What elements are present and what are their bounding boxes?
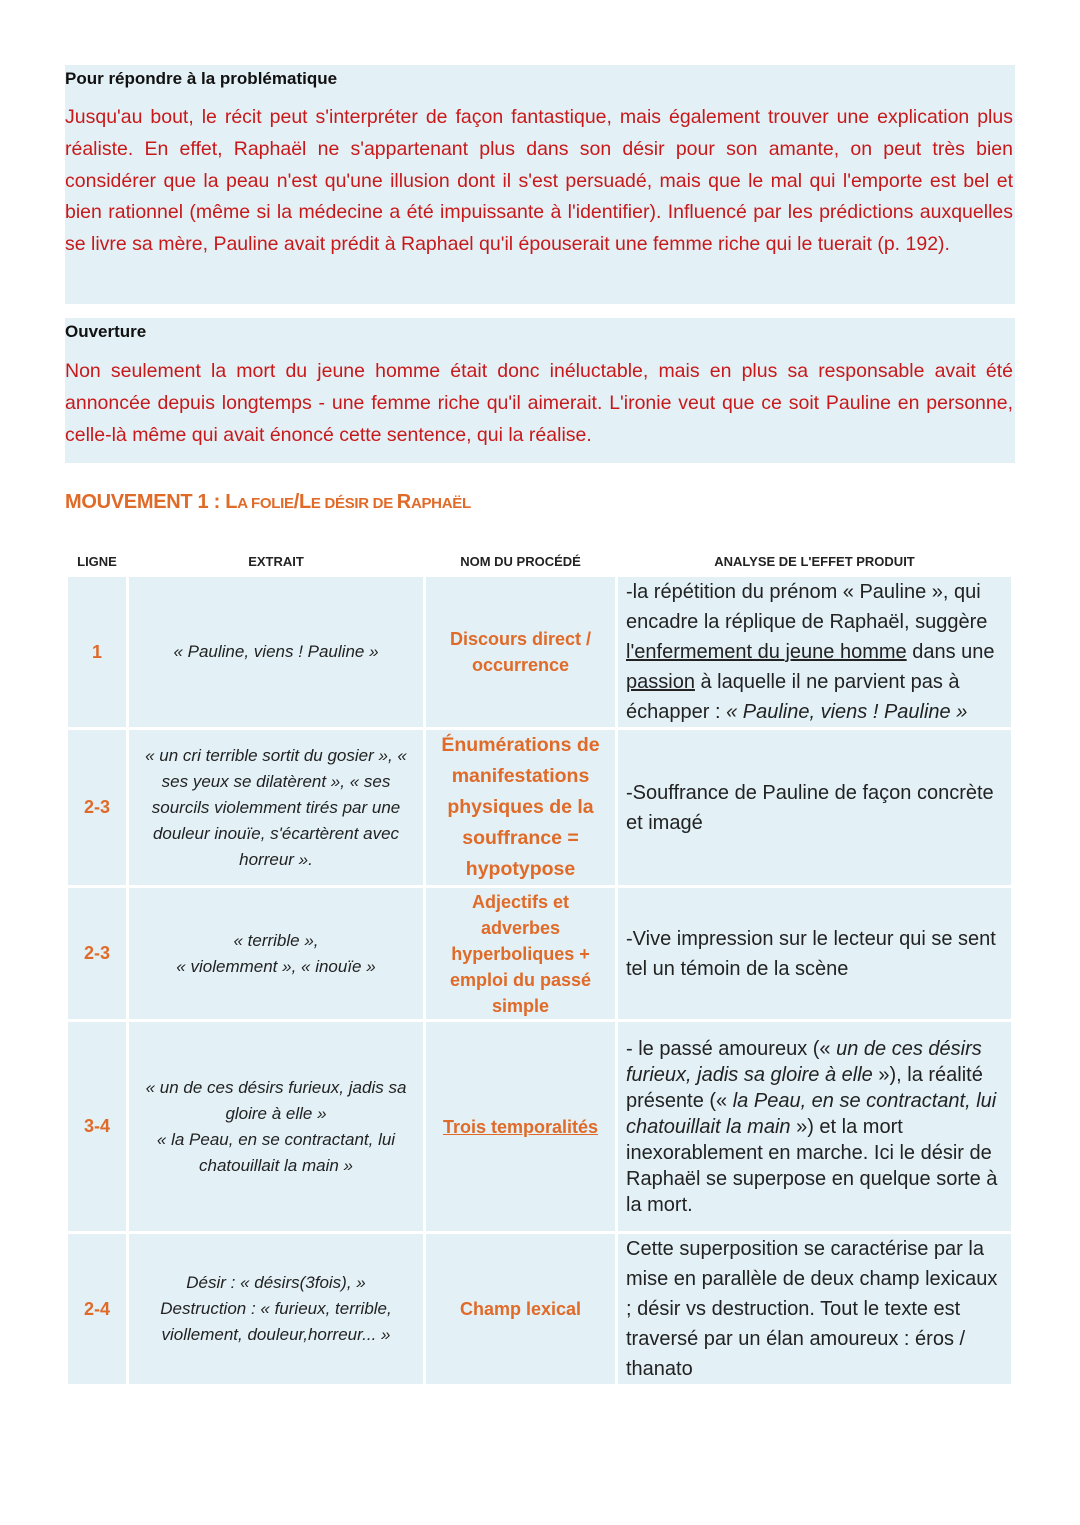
analysis-table (65, 545, 1014, 1387)
table-row (68, 1234, 1011, 1384)
cell-ligne: 3-4 (68, 1022, 126, 1231)
cell-analyse: - le passé amoureux (« un de ces désirs furieux, jadis sa gloire à elle »), la réalité présente (« la Peau, en se contractant, lui chatouillait la main ») et la mort inexorablement en marche. Ici le désir de Raphaël se superpose en quelque sorte à la mort. (618, 1022, 1011, 1231)
table-header-row (68, 548, 1011, 574)
cell-nom: Adjectifs et adverbes hyperboliques + emploi du passé simple (426, 888, 615, 1019)
cell-extrait: « un cri terrible sortit du gosier », « ses yeux se dilatèrent », « ses sourcils violemment tirés par une douleur inouïe, s'écartèrent avec horreur ». (129, 730, 423, 885)
header-extrait: EXTRAIT (129, 548, 423, 574)
problematique-title: Pour répondre à la problématique (65, 69, 338, 88)
cell-ligne: 2-3 (68, 888, 126, 1019)
table-row (68, 888, 1011, 1019)
cell-analyse: Cette superposition se caractérise par la mise en parallèle de deux champ lexicaux ; désir vs destruction. Tout le texte est traversé par un élan amoureux : éros / thanato (618, 1234, 1011, 1384)
header-ligne: LIGNE (68, 548, 126, 574)
table-row (68, 1022, 1011, 1231)
cell-nom: Discours direct / occurrence (426, 577, 615, 727)
cell-nom: Trois temporalités (426, 1022, 615, 1231)
table-row (68, 730, 1011, 885)
header-nom-procede: NOM DU PROCÉDÉ (426, 548, 615, 574)
ouverture-box (65, 318, 1015, 463)
cell-ligne: 2-4 (68, 1234, 126, 1384)
problematique-text: Jusqu'au bout, le récit peut s'interpréter de façon fantastique, mais également trouver une explication plus réaliste. En effet, Raphaël ne s'appartenant plus dans son désir pour son amante, on peut très bien considérer que la peau n'est qu'une illusion dont il s'est persuadé, mais que le mal qui l'emporte est bel et bien rationnel (même si la médecine a été impuissante à l'identifier). Influencé par les prédictions auxquelles se livre sa mère, Pauline avait prédit à Raphael qu'il épouserait une femme riche qui le tuerait (p. 192). (65, 106, 1013, 256)
ouverture-title: Ouverture (65, 322, 147, 341)
cell-extrait: Désir : « désirs(3fois), » Destruction : « furieux, terrible, viollement, douleur,horreur... » (129, 1234, 423, 1384)
cell-extrait: « un de ces désirs furieux, jadis sa gloire à elle » « la Peau, en se contractant, lui chatouillait la main » (129, 1022, 423, 1231)
problematique-box (65, 65, 1015, 304)
table-row (68, 577, 1011, 727)
cell-analyse: -Vive impression sur le lecteur qui se sent tel un témoin de la scène (618, 888, 1011, 1019)
cell-extrait: « Pauline, viens ! Pauline » (129, 577, 423, 727)
header-analyse: ANALYSE DE L'EFFET PRODUIT (618, 548, 1011, 574)
cell-analyse: -la répétition du prénom « Pauline », qui encadre la réplique de Raphaël, suggère l'enfermement du jeune homme dans une passion à laquelle il ne parvient pas à échapper : « Pauline, viens ! Pauline » (618, 577, 1011, 727)
cell-extrait: « terrible », « violemment », « inouïe » (129, 888, 423, 1019)
ouverture-text: Non seulement la mort du jeune homme était donc inéluctable, mais en plus sa responsable avait été annoncée depuis longtemps - une femme riche qu'il aimerait. L'ironie veut que ce soit Pauline en personne, celle-là même qui avait énoncé cette sentence, qui la réalise. (65, 360, 1013, 446)
cell-ligne: 1 (68, 577, 126, 727)
cell-nom: Champ lexical (426, 1234, 615, 1384)
section-heading: MOUVEMENT 1 : LA FOLIE/LE DÉSIR DE RAPHAËL (65, 491, 471, 513)
cell-nom: Énumérations de manifestations physiques de la souffrance = hypotypose (426, 730, 615, 885)
cell-analyse: -Souffrance de Pauline de façon concrète et imagé (618, 730, 1011, 885)
cell-ligne: 2-3 (68, 730, 126, 885)
